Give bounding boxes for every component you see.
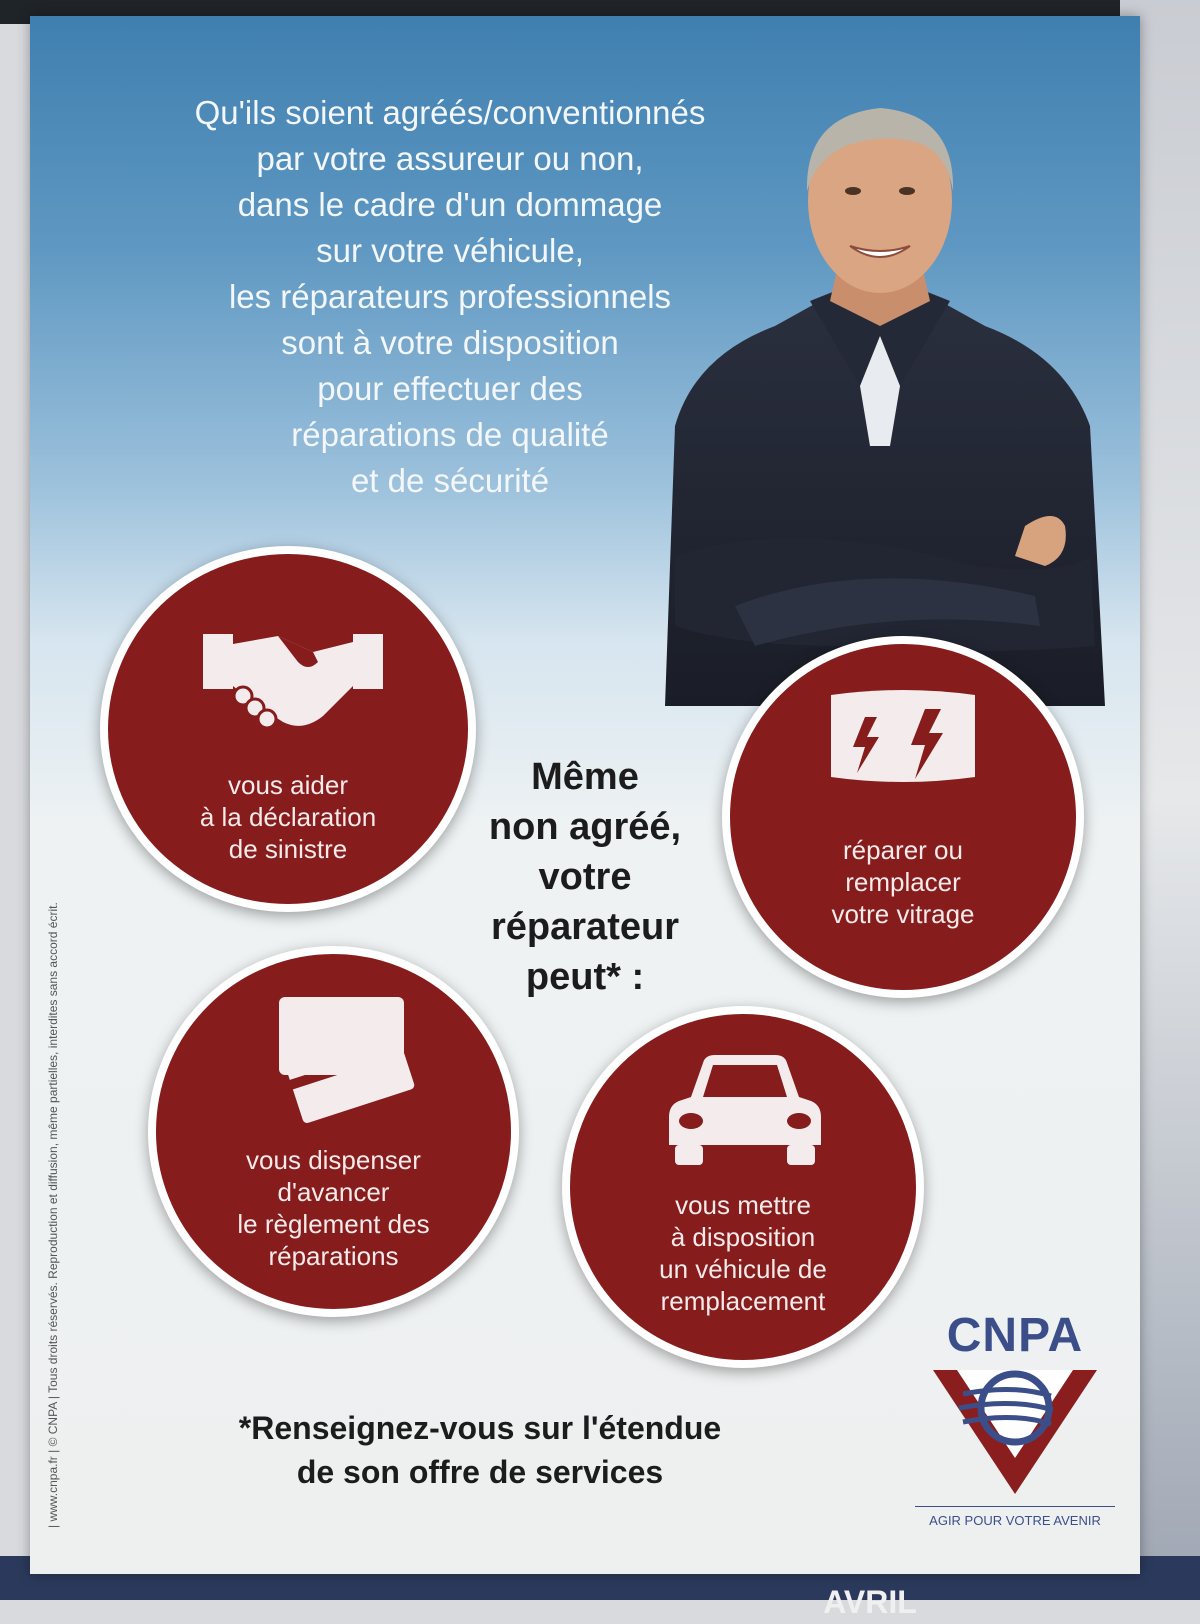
service-label-payment: vous dispenser d'avancer le règlement des réparations bbox=[237, 1145, 430, 1271]
logo-tagline: AGIR POUR VOTRE AVENIR bbox=[915, 1506, 1115, 1528]
service-circle-glass bbox=[722, 636, 1084, 998]
service-circle-car bbox=[562, 1006, 924, 1368]
logo-emblem-icon bbox=[933, 1366, 1097, 1496]
flyer bbox=[30, 16, 1140, 1574]
car-icon bbox=[665, 1049, 825, 1169]
cnpa-logo bbox=[925, 1306, 1105, 1556]
broken-windshield-icon bbox=[825, 689, 981, 789]
service-label-car: vous mettre à disposition un véhicule de remplacement bbox=[659, 1190, 827, 1316]
service-label-claim: vous aider à la déclaration de sinistre bbox=[199, 770, 377, 864]
copyright-notice: | www.cnpa.fr | © CNPA | Tous droits réservés. Reproduction et diffusion, même partielles, interdites sans accord écrit. bbox=[46, 902, 60, 1528]
footnote: *Renseignez-vous sur l'étendue de son offre de services bbox=[238, 1410, 722, 1490]
logo-wordmark: CNPA bbox=[946, 1309, 1084, 1362]
intro-text: Qu'ils soient agréés/conventionnés par votre assureur ou non, dans le cadre d'un dommage sur votre véhicule, les réparateurs professionnels sont à votre disposition pour effectuer des réparations de qualité et de sécurité bbox=[194, 94, 706, 499]
handshake-icon bbox=[203, 624, 383, 734]
service-circle-claim bbox=[100, 546, 476, 912]
background-partial-text: AVRIL bbox=[823, 1584, 917, 1620]
mechanic-photo bbox=[645, 86, 1115, 706]
headline: Même non agréé, votre réparateur peut* : bbox=[488, 756, 682, 998]
service-label-glass: réparer ou remplacer votre vitrage bbox=[831, 835, 975, 929]
payment-cards-icon bbox=[271, 989, 421, 1119]
